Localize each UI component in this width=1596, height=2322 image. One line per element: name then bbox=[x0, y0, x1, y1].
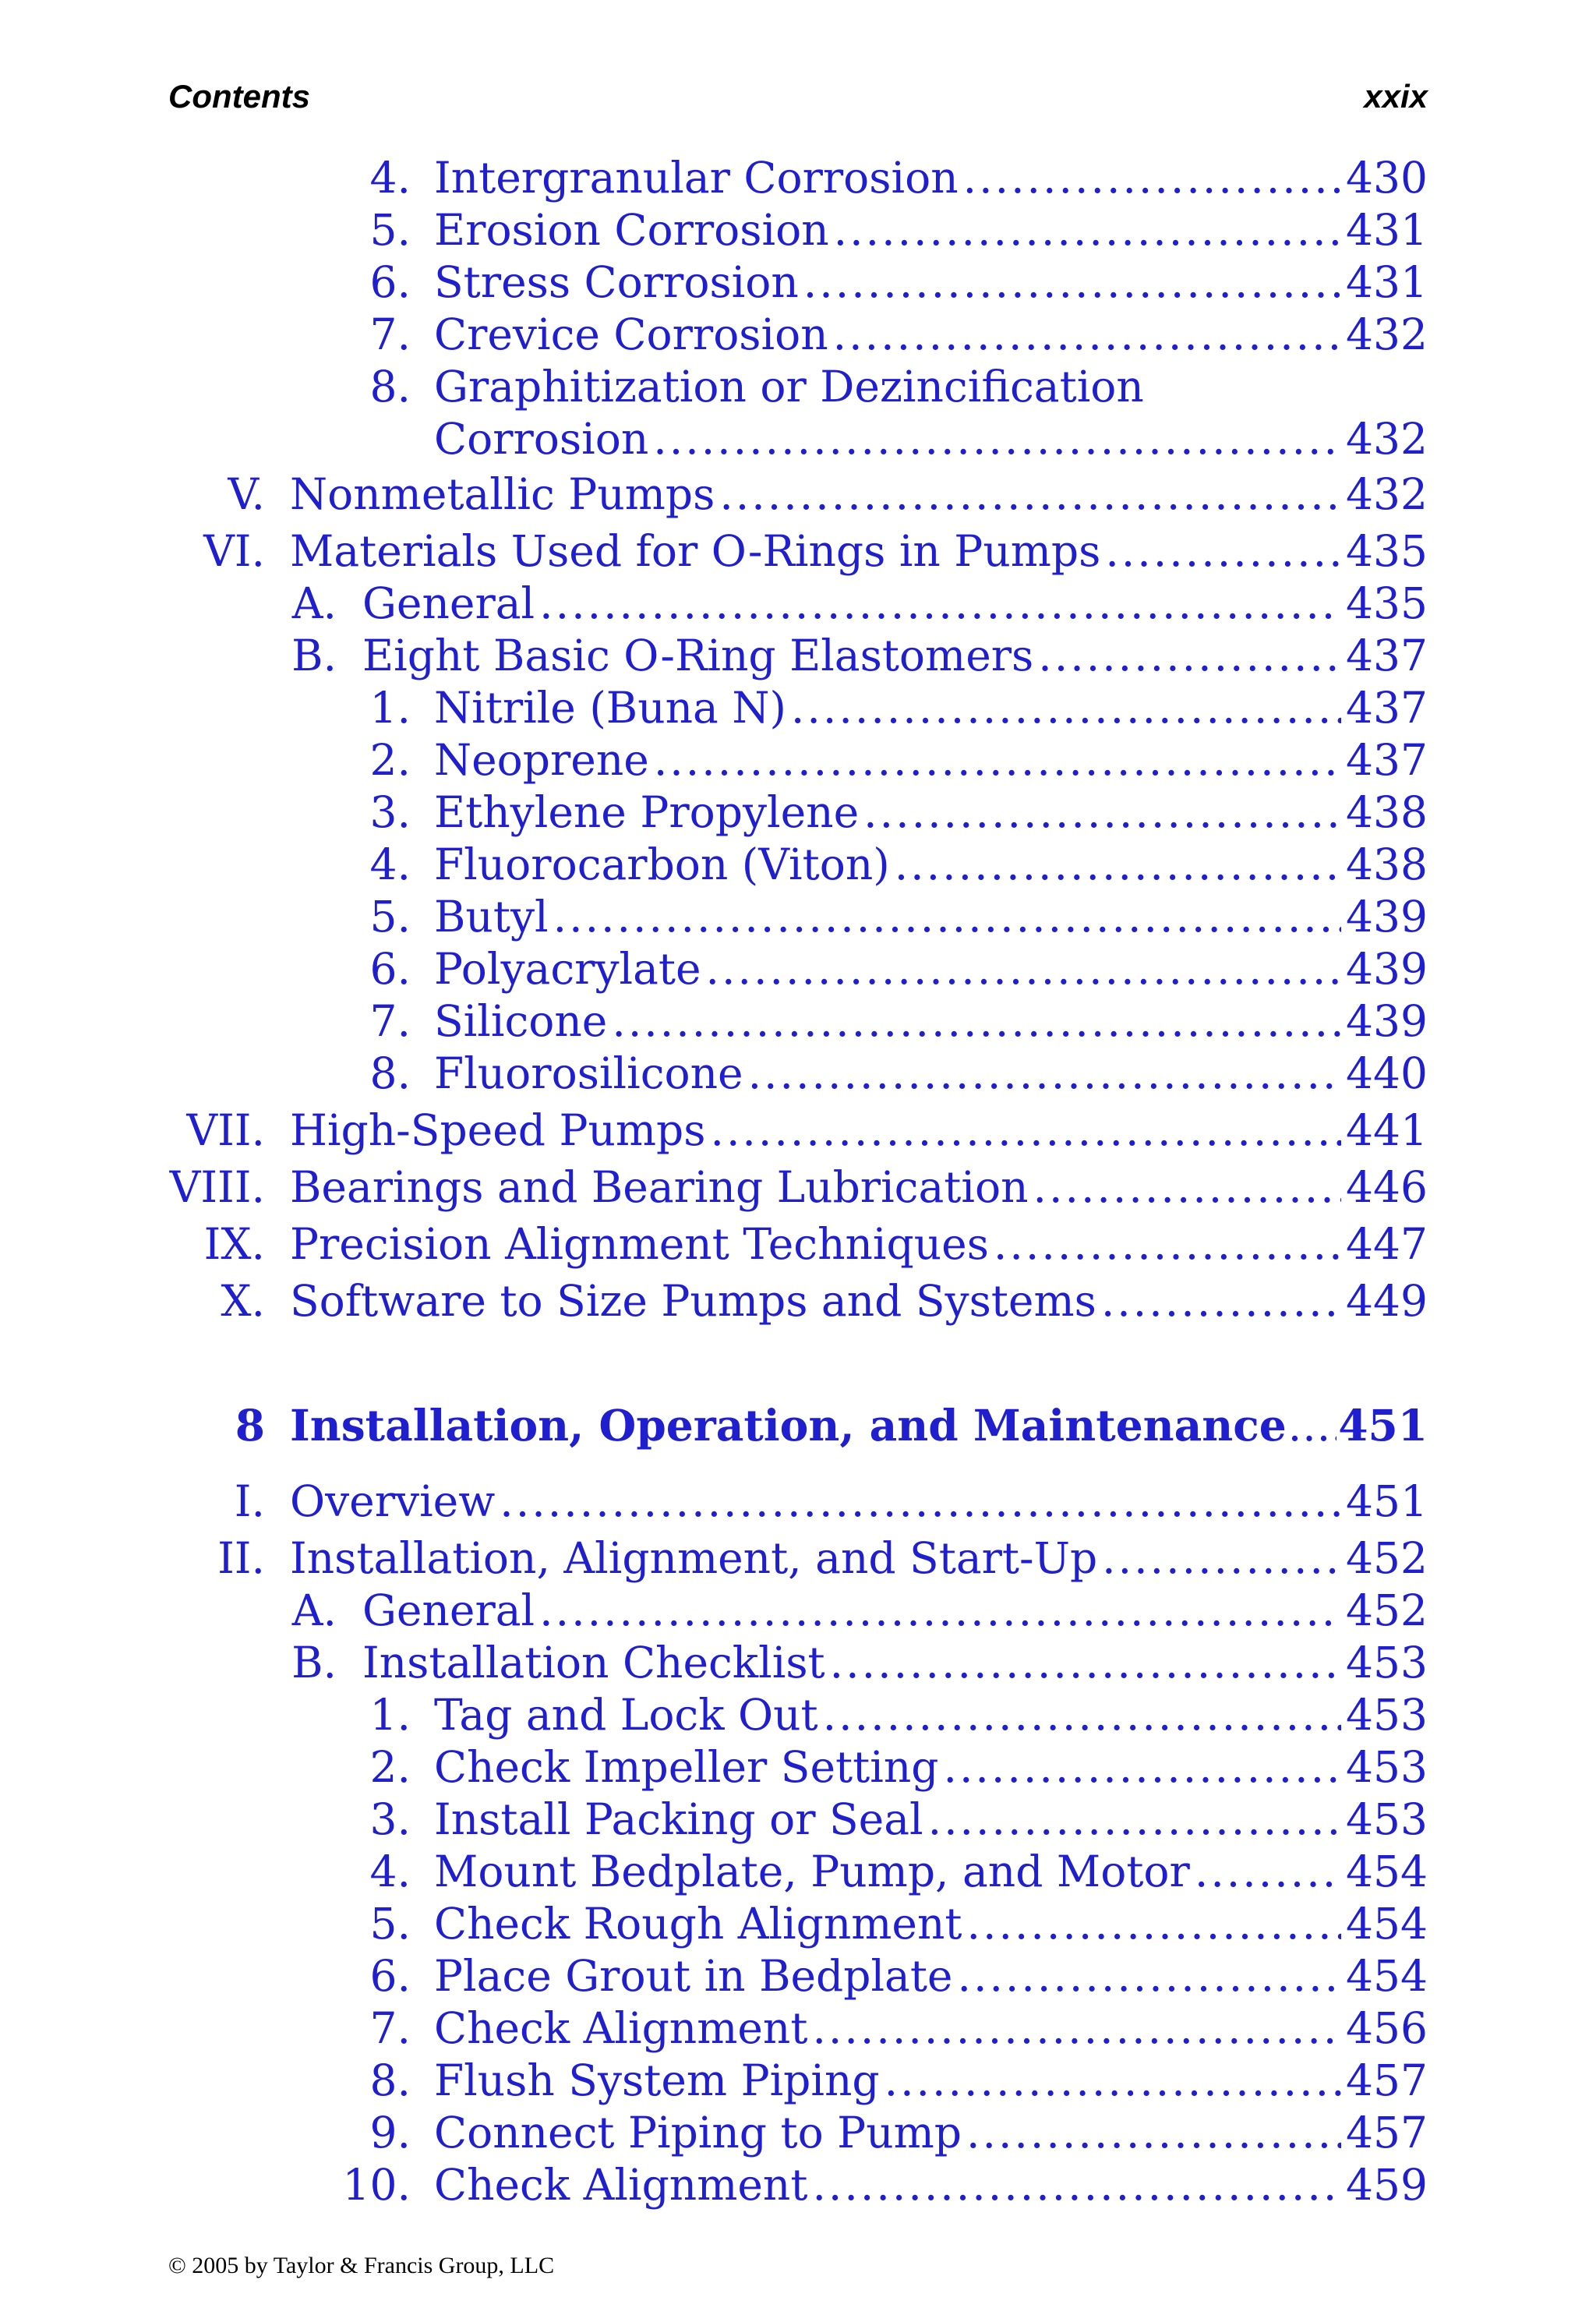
toc-entry-title-continuation: Corrosion bbox=[434, 414, 649, 464]
toc-entry-number: 6. bbox=[369, 1951, 411, 2001]
toc-entry-check-rough-alignment[interactable] bbox=[434, 1896, 1428, 1952]
toc-entry-stress-corrosion[interactable] bbox=[434, 254, 1428, 310]
toc-entry-number: I. bbox=[234, 1476, 265, 1526]
toc-entry-number: II. bbox=[217, 1533, 265, 1583]
dot-leader bbox=[830, 1635, 1341, 1691]
toc-entry-page: 438 bbox=[1346, 787, 1428, 837]
toc-entry-page: 437 bbox=[1346, 735, 1428, 785]
toc-entry-fluorosilicone[interactable] bbox=[434, 1045, 1428, 1101]
toc-entry-title: Fluorocarbon (Viton) bbox=[434, 839, 890, 889]
toc-entry-title: Nonmetallic Pumps bbox=[290, 469, 715, 519]
toc-entry-number: 2. bbox=[369, 735, 411, 785]
toc-chapter-page: 451 bbox=[1338, 1400, 1428, 1451]
dot-leader bbox=[1038, 627, 1341, 684]
toc-entry-check-alignment[interactable] bbox=[434, 2157, 1428, 2213]
toc-entry-title: Tag and Lock Out bbox=[434, 1690, 818, 1740]
toc-entry-title: Eight Basic O-Ring Elastomers bbox=[362, 631, 1034, 680]
dot-leader bbox=[803, 254, 1341, 310]
dot-leader bbox=[1033, 1159, 1342, 1215]
dot-leader bbox=[928, 1791, 1341, 1847]
toc-entry-number: 6. bbox=[369, 257, 411, 307]
toc-entry-page: 446 bbox=[1346, 1162, 1428, 1212]
toc-entry-title: Check Rough Alignment bbox=[434, 1899, 962, 1949]
dot-leader bbox=[539, 1582, 1341, 1638]
toc-entry-title: Precision Alignment Techniques bbox=[290, 1219, 989, 1269]
toc-entry-page: 454 bbox=[1346, 1951, 1428, 2001]
dot-leader bbox=[500, 1473, 1341, 1529]
toc-entry-number: 9. bbox=[369, 2108, 411, 2158]
dot-leader bbox=[833, 306, 1341, 362]
toc-entry-title: Ethylene Propylene bbox=[434, 787, 860, 837]
toc-entry-title: Place Grout in Bedplate bbox=[434, 1951, 953, 2001]
toc-entry-number: B. bbox=[291, 631, 337, 680]
dot-leader bbox=[823, 1687, 1341, 1743]
toc-entry-number: 5. bbox=[369, 205, 411, 255]
toc-entry-number: 4. bbox=[369, 839, 411, 889]
toc-entry-nitrile-buna-n[interactable] bbox=[434, 680, 1428, 736]
dot-leader bbox=[706, 941, 1341, 997]
toc-entry-page: 432 bbox=[1346, 309, 1428, 359]
dot-leader bbox=[994, 1216, 1341, 1272]
dot-leader bbox=[943, 1739, 1341, 1795]
toc-entry-title: High-Speed Pumps bbox=[290, 1105, 706, 1155]
dot-leader bbox=[1101, 1273, 1341, 1329]
running-head bbox=[168, 78, 1428, 125]
toc-entry-flush-system-piping[interactable] bbox=[434, 2052, 1428, 2108]
toc-entry-number: 3. bbox=[369, 1794, 411, 1844]
dot-leader bbox=[963, 150, 1341, 206]
dot-leader bbox=[1288, 1398, 1336, 1454]
toc-entry-general[interactable] bbox=[362, 575, 1428, 631]
toc-entry-butyl[interactable] bbox=[434, 889, 1428, 945]
toc-entry-page: 459 bbox=[1346, 2160, 1428, 2210]
dot-leader bbox=[1195, 1843, 1341, 1900]
toc-entry-bearings-and-bearing-lubrication[interactable] bbox=[290, 1159, 1428, 1215]
dot-leader bbox=[1102, 1530, 1341, 1586]
toc-entry-general[interactable] bbox=[362, 1582, 1428, 1638]
toc-entry-number: 8. bbox=[369, 1048, 411, 1098]
toc-entry-page: 438 bbox=[1346, 839, 1428, 889]
dot-leader bbox=[1105, 523, 1341, 579]
toc-entry-page: 435 bbox=[1346, 526, 1428, 576]
dot-leader bbox=[895, 836, 1341, 892]
toc-entry-page: 456 bbox=[1346, 2003, 1428, 2053]
running-head-section: Contents bbox=[168, 78, 310, 115]
dot-leader bbox=[653, 411, 1341, 467]
toc-entry-materials-used-for-o-rings-in-pumps[interactable] bbox=[290, 523, 1428, 579]
dot-leader bbox=[553, 889, 1341, 945]
toc-entry-software-to-size-pumps-and-systems[interactable] bbox=[290, 1273, 1428, 1329]
dot-leader bbox=[885, 2052, 1341, 2108]
dot-leader bbox=[654, 732, 1341, 788]
toc-entry-page: 447 bbox=[1346, 1219, 1428, 1269]
toc-entry-number: 7. bbox=[369, 309, 411, 359]
toc-entry-page: 435 bbox=[1346, 578, 1428, 628]
toc-entry-page: 449 bbox=[1346, 1276, 1428, 1326]
toc-entry-erosion-corrosion[interactable] bbox=[434, 202, 1428, 258]
toc-entry-fluorocarbon-viton[interactable] bbox=[434, 836, 1428, 892]
toc-chapter-installation-operation-and-maintenance[interactable] bbox=[290, 1398, 1428, 1454]
toc-entry-tag-and-lock-out[interactable] bbox=[434, 1687, 1428, 1743]
toc-entry-title: General bbox=[362, 578, 535, 628]
toc-entry-polyacrylate[interactable] bbox=[434, 941, 1428, 997]
toc-entry-number: 8. bbox=[369, 362, 411, 412]
toc-entry-page: 432 bbox=[1346, 469, 1428, 519]
toc-entry-number: 8 bbox=[235, 1400, 265, 1451]
toc-entry-number: VIII. bbox=[169, 1162, 265, 1212]
toc-entry-title: Silicone bbox=[434, 996, 608, 1046]
toc-entry-page: 439 bbox=[1346, 944, 1428, 994]
toc-entry-number: B. bbox=[291, 1638, 337, 1688]
toc-entry-number: 6. bbox=[369, 944, 411, 994]
toc-entry-number: 5. bbox=[369, 892, 411, 942]
toc-entry-check-alignment[interactable] bbox=[434, 2000, 1428, 2056]
toc-entry-place-grout-in-bedplate[interactable] bbox=[434, 1948, 1428, 2004]
toc-entry-installation-checklist[interactable] bbox=[362, 1635, 1428, 1691]
toc-entry-installation-alignment-and-start-up[interactable] bbox=[290, 1530, 1428, 1586]
dot-leader bbox=[966, 1896, 1341, 1952]
copyright-footer: © 2005 by Taylor & Francis Group, LLC bbox=[168, 2253, 555, 2278]
toc-entry-crevice-corrosion[interactable] bbox=[434, 306, 1428, 362]
dot-leader bbox=[791, 680, 1341, 736]
toc-entry-page: 439 bbox=[1346, 996, 1428, 1046]
dot-leader bbox=[748, 1045, 1341, 1101]
toc-entry-title: Install Packing or Seal bbox=[434, 1794, 923, 1844]
toc-entry-page: 432 bbox=[1346, 414, 1428, 464]
toc-entry-number: 1. bbox=[369, 683, 411, 733]
toc-entry-number: 5. bbox=[369, 1899, 411, 1949]
toc-entry-page: 437 bbox=[1346, 683, 1428, 733]
toc-entry-number: IX. bbox=[203, 1219, 265, 1269]
dot-leader bbox=[863, 784, 1341, 840]
toc-entry-page: 453 bbox=[1346, 1690, 1428, 1740]
toc-entry-title: Bearings and Bearing Lubrication bbox=[290, 1162, 1029, 1212]
toc-entry-page: 457 bbox=[1346, 2108, 1428, 2158]
toc-entry-title: Fluorosilicone bbox=[434, 1048, 743, 1098]
toc-entry-title: Software to Size Pumps and Systems bbox=[290, 1276, 1096, 1326]
toc-entry-check-impeller-setting[interactable] bbox=[434, 1739, 1428, 1795]
toc-entry-neoprene[interactable] bbox=[434, 732, 1428, 788]
toc-entry-number: 3. bbox=[369, 787, 411, 837]
toc-entry-connect-piping-to-pump[interactable] bbox=[434, 2105, 1428, 2161]
toc-entry-number: 8. bbox=[369, 2055, 411, 2105]
toc-entry-number: 7. bbox=[369, 996, 411, 1046]
dot-leader bbox=[710, 1102, 1341, 1158]
toc-entry-title: Crevice Corrosion bbox=[434, 309, 828, 359]
toc-entry-number: V. bbox=[228, 469, 265, 519]
toc-entry-intergranular-corrosion[interactable] bbox=[434, 150, 1428, 206]
toc-entry-graphitization-or-dezincification[interactable] bbox=[434, 359, 1428, 415]
toc-entry-overview[interactable] bbox=[290, 1473, 1428, 1529]
toc-entry-title: Check Impeller Setting bbox=[434, 1742, 939, 1792]
toc-entry-number: 1. bbox=[369, 1690, 411, 1740]
toc-entry-number: 2. bbox=[369, 1742, 411, 1792]
toc-entry-title: Polyacrylate bbox=[434, 944, 701, 994]
toc-entry-title: Intergranular Corrosion bbox=[434, 153, 959, 203]
toc-entry-page: 453 bbox=[1346, 1794, 1428, 1844]
toc-entry-nonmetallic-pumps[interactable] bbox=[290, 466, 1428, 522]
toc-entry-page: 457 bbox=[1346, 2055, 1428, 2105]
toc-entry-page: 441 bbox=[1346, 1105, 1428, 1155]
toc-entry-number: 7. bbox=[369, 2003, 411, 2053]
dot-leader bbox=[966, 2105, 1341, 2161]
toc-entry-eight-basic-o-ring-elastomers[interactable] bbox=[362, 627, 1428, 684]
toc-entry-number: 4. bbox=[369, 153, 411, 203]
toc-chapter-title: Installation, Operation, and Maintenance bbox=[290, 1400, 1287, 1451]
toc-entry-page: 454 bbox=[1346, 1899, 1428, 1949]
toc-entry-number: A. bbox=[291, 578, 337, 628]
toc-entry-page: 451 bbox=[1346, 1476, 1428, 1526]
toc-entry-page: 452 bbox=[1346, 1585, 1428, 1635]
toc-entry-number: VII. bbox=[186, 1105, 265, 1155]
toc-entry-title: General bbox=[362, 1585, 535, 1635]
toc-entry-page: 440 bbox=[1346, 1048, 1428, 1098]
toc-entry-ethylene-propylene[interactable] bbox=[434, 784, 1428, 840]
toc-entry-title: Connect Piping to Pump bbox=[434, 2108, 962, 2158]
toc-entry-title: Stress Corrosion bbox=[434, 257, 799, 307]
toc-entry-page: 439 bbox=[1346, 892, 1428, 942]
toc-entry-title: Erosion Corrosion bbox=[434, 205, 829, 255]
toc-entry-title: Mount Bedplate, Pump, and Motor bbox=[434, 1847, 1190, 1896]
toc-entry-title: Flush System Piping bbox=[434, 2055, 880, 2105]
running-head-page-number: xxix bbox=[1364, 78, 1428, 115]
toc-entry-number: 10. bbox=[342, 2160, 411, 2210]
toc-entry-title: Overview bbox=[290, 1476, 496, 1526]
toc-entry-continuation[interactable] bbox=[434, 411, 1428, 467]
dot-leader bbox=[539, 575, 1341, 631]
toc-entry-page: 453 bbox=[1346, 1742, 1428, 1792]
toc-entry-title: Installation Checklist bbox=[362, 1638, 825, 1688]
toc-entry-page: 453 bbox=[1346, 1638, 1428, 1688]
toc-entry-install-packing-or-seal[interactable] bbox=[434, 1791, 1428, 1847]
toc-entry-title: Installation, Alignment, and Start-Up bbox=[290, 1533, 1098, 1583]
toc-entry-page: 437 bbox=[1346, 631, 1428, 680]
toc-entry-title: Neoprene bbox=[434, 735, 649, 785]
toc-entry-number: A. bbox=[291, 1585, 337, 1635]
toc-entry-number: 4. bbox=[369, 1847, 411, 1896]
toc-entry-precision-alignment-techniques[interactable] bbox=[290, 1216, 1428, 1272]
toc-entry-number: X. bbox=[221, 1276, 265, 1326]
toc-entry-number: VI. bbox=[203, 526, 265, 576]
toc-entry-page: 452 bbox=[1346, 1533, 1428, 1583]
dot-leader bbox=[812, 2157, 1341, 2213]
toc-entry-title: Materials Used for O-Rings in Pumps bbox=[290, 526, 1101, 576]
toc-entry-title: Check Alignment bbox=[434, 2003, 808, 2053]
dot-leader bbox=[834, 202, 1341, 258]
toc-entry-high-speed-pumps[interactable] bbox=[290, 1102, 1428, 1158]
dot-leader bbox=[957, 1948, 1341, 2004]
toc-entry-silicone[interactable] bbox=[434, 993, 1428, 1049]
toc-entry-title: Butyl bbox=[434, 892, 549, 942]
toc-entry-page: 430 bbox=[1346, 153, 1428, 203]
toc-entry-page: 454 bbox=[1346, 1847, 1428, 1896]
toc-entry-page: 431 bbox=[1346, 257, 1428, 307]
dot-leader bbox=[812, 2000, 1341, 2056]
toc-entry-mount-bedplate-pump-and-motor[interactable] bbox=[434, 1843, 1428, 1900]
toc-entry-title: Graphitization or Dezincification bbox=[434, 362, 1144, 412]
toc-entry-title: Check Alignment bbox=[434, 2160, 808, 2210]
toc-entry-title: Nitrile (Buna N) bbox=[434, 683, 786, 733]
dot-leader bbox=[719, 466, 1341, 522]
dot-leader bbox=[612, 993, 1341, 1049]
toc-entry-page: 431 bbox=[1346, 205, 1428, 255]
